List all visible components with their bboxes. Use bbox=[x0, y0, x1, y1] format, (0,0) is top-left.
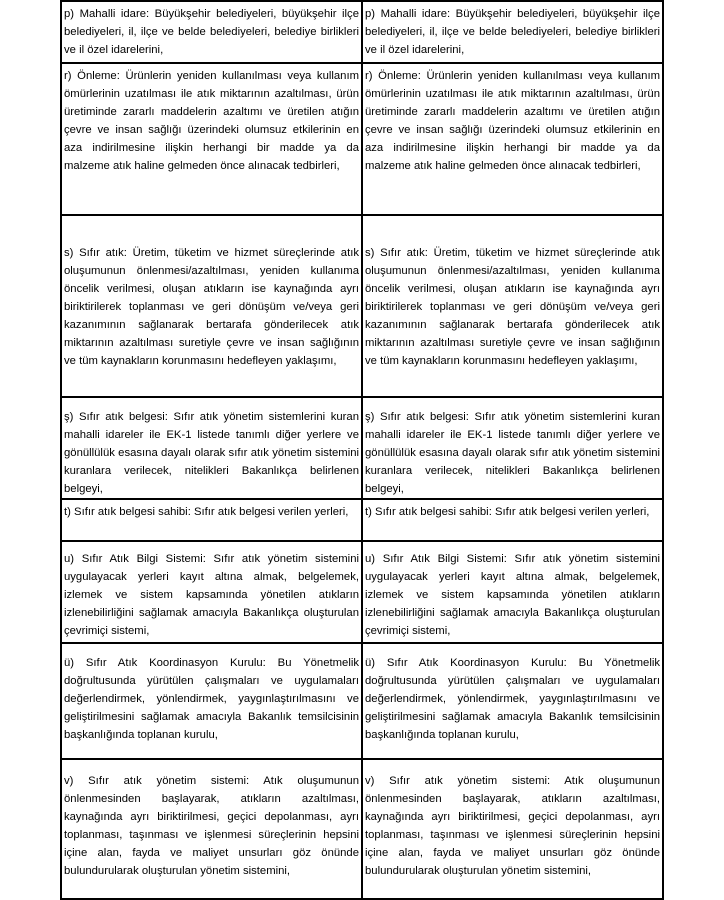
table-cell-left bbox=[61, 397, 362, 499]
definition-text: s) Sıfır atık: Üretim, tüketim ve hizmet süreçlerinde atık oluşumunun önlenmesi/azaltılması, yeniden kullanıma öncelik verilmesi, oluşan atıkların ise kaynağında ayrı biriktirilerek toplanması ve geri dönüşüm ve/veya geri kazanımının sağlanarak bertarafa gönderilecek atık miktarının azaltılması suretiyle çevre ve insan sağlığının ve tüm kaynakların korunmasını hedefleyen yaklaşımı, bbox=[64, 247, 359, 367]
definition-text: t) Sıfır atık belgesi sahibi: Sıfır atık belgesi verilen yerleri, bbox=[64, 506, 349, 518]
definition-text: v) Sıfır atık yönetim sistemi: Atık oluşumunun önlenmesinden başlayarak, atıkların azaltılması, kaynağında ayrı biriktirilmesi, geçici depolanması, ayrı toplanması, taşınması ve işlenmesi süreçlerinin hepsini içine alan, fayda ve maliyet unsurları göz önünde bulundurularak oluşturulan yönetim sistemini, bbox=[365, 775, 660, 877]
definition-text: u) Sıfır Atık Bilgi Sistemi: Sıfır atık yönetim sistemini uygulayacak yerleri kayıt altına almak, belgelemek, izlemek ve sistem kapsamında yönetilen atıkların izlenebilirliğini sağlamak amacıyla Bakanlıkça oluşturulan çevrimiçi sistemi, bbox=[64, 553, 359, 637]
table-cell-right bbox=[362, 215, 663, 397]
table-row bbox=[61, 643, 663, 759]
definition-text: t) Sıfır atık belgesi sahibi: Sıfır atık belgesi verilen yerleri, bbox=[365, 506, 650, 518]
table-row bbox=[61, 759, 663, 899]
definition-text: ü) Sıfır Atık Koordinasyon Kurulu: Bu Yönetmelik doğrultusunda yürütülen çalışmaları ve uygulamaları değerlendirmek, yönlendirmek, yaygınlaştırılmasını ve geliştirilmesini sağlamak amacıyla Bakanlık temsilcisinin başkanlığında toplanan kurulu, bbox=[365, 657, 660, 741]
table-cell-left bbox=[61, 63, 362, 215]
table-cell-left bbox=[61, 215, 362, 397]
table-cell-right bbox=[362, 643, 663, 759]
table-row bbox=[61, 499, 663, 541]
table-row bbox=[61, 63, 663, 215]
definition-text: ş) Sıfır atık belgesi: Sıfır atık yönetim sistemlerini kuran mahalli idareler ile EK-1 listede tanımlı diğer yerlere ve gönüllülük esasına dayalı olarak sıfır atık yönetim sistemini kuranlara verilecek, nitelikleri Bakanlıkça belirlenen belgeyi, bbox=[365, 411, 660, 495]
table-cell-right bbox=[362, 397, 663, 499]
definition-text: p) Mahalli idare: Büyükşehir belediyeleri, büyükşehir ilçe belediyeleri, il, ilçe ve belde belediyeleri, belediye birlikleri ve il özel idarelerini, bbox=[365, 8, 660, 56]
table-cell-right bbox=[362, 759, 663, 899]
table-cell-right bbox=[362, 499, 663, 541]
definition-text: r) Önleme: Ürünlerin yeniden kullanılması veya kullanım ömürlerinin uzatılması ile atık miktarının azaltılması, ürün üretiminde zararlı maddelerin azaltımı ve üretilen atığın çevre ve insan sağlığı üzerindeki olumsuz etkilerinin en aza indirilmesine ilişkin herhangi bir madde ya da malzeme atık haline gelmeden önce alınacak tedbirleri, bbox=[64, 70, 359, 172]
table-row bbox=[61, 541, 663, 643]
comparison-table bbox=[60, 0, 664, 900]
definition-text: v) Sıfır atık yönetim sistemi: Atık oluşumunun önlenmesinden başlayarak, atıkların azaltılması, kaynağında ayrı biriktirilmesi, geçici depolanması, ayrı toplanması, taşınması ve işlenmesi süreçlerinin hepsini içine alan, fayda ve maliyet unsurları göz önünde bulundurularak oluşturulan yönetim sistemini, bbox=[64, 775, 359, 877]
definition-text: ş) Sıfır atık belgesi: Sıfır atık yönetim sistemlerini kuran mahalli idareler ile EK-1 listede tanımlı diğer yerlere ve gönüllülük esasına dayalı olarak sıfır atık yönetim sistemini kuranlara verilecek, nitelikleri Bakanlıkça belirlenen belgeyi, bbox=[64, 411, 359, 495]
definition-text: r) Önleme: Ürünlerin yeniden kullanılması veya kullanım ömürlerinin uzatılması ile atık miktarının azaltılması, ürün üretiminde zararlı maddelerin azaltımı ve üretilen atığın çevre ve insan sağlığı üzerindeki olumsuz etkilerinin en aza indirilmesine ilişkin herhangi bir madde ya da malzeme atık haline gelmeden önce alınacak tedbirleri, bbox=[365, 70, 660, 172]
table-cell-right bbox=[362, 1, 663, 63]
table-cell-left bbox=[61, 541, 362, 643]
table-row bbox=[61, 215, 663, 397]
definition-text: s) Sıfır atık: Üretim, tüketim ve hizmet süreçlerinde atık oluşumunun önlenmesi/azaltılması, yeniden kullanıma öncelik verilmesi, oluşan atıkların ise kaynağında ayrı biriktirilerek toplanması ve geri dönüşüm ve/veya geri kazanımının sağlanarak bertarafa gönderilecek atık miktarının azaltılması suretiyle çevre ve insan sağlığının ve tüm kaynakların korunmasını hedefleyen yaklaşımı, bbox=[365, 247, 660, 367]
table-row bbox=[61, 1, 663, 63]
definition-text: p) Mahalli idare: Büyükşehir belediyeleri, büyükşehir ilçe belediyeleri, il, ilçe ve belde belediyeleri, belediye birlikleri ve il özel idarelerini, bbox=[64, 8, 359, 56]
definition-text: ü) Sıfır Atık Koordinasyon Kurulu: Bu Yönetmelik doğrultusunda yürütülen çalışmaları ve uygulamaları değerlendirmek, yönlendirmek, yaygınlaştırılmasını ve geliştirilmesini sağlamak amacıyla Bakanlık temsilcisinin başkanlığında toplanan kurulu, bbox=[64, 657, 359, 741]
table-cell-right bbox=[362, 541, 663, 643]
table-cell-right bbox=[362, 63, 663, 215]
table-cell-left bbox=[61, 759, 362, 899]
table-cell-left bbox=[61, 499, 362, 541]
table-cell-left bbox=[61, 643, 362, 759]
table-cell-left bbox=[61, 1, 362, 63]
table-row bbox=[61, 397, 663, 499]
definition-text: u) Sıfır Atık Bilgi Sistemi: Sıfır atık yönetim sistemini uygulayacak yerleri kayıt altına almak, belgelemek, izlemek ve sistem kapsamında yönetilen atıkların izlenebilirliğini sağlamak amacıyla Bakanlıkça oluşturulan çevrimiçi sistemi, bbox=[365, 553, 660, 637]
